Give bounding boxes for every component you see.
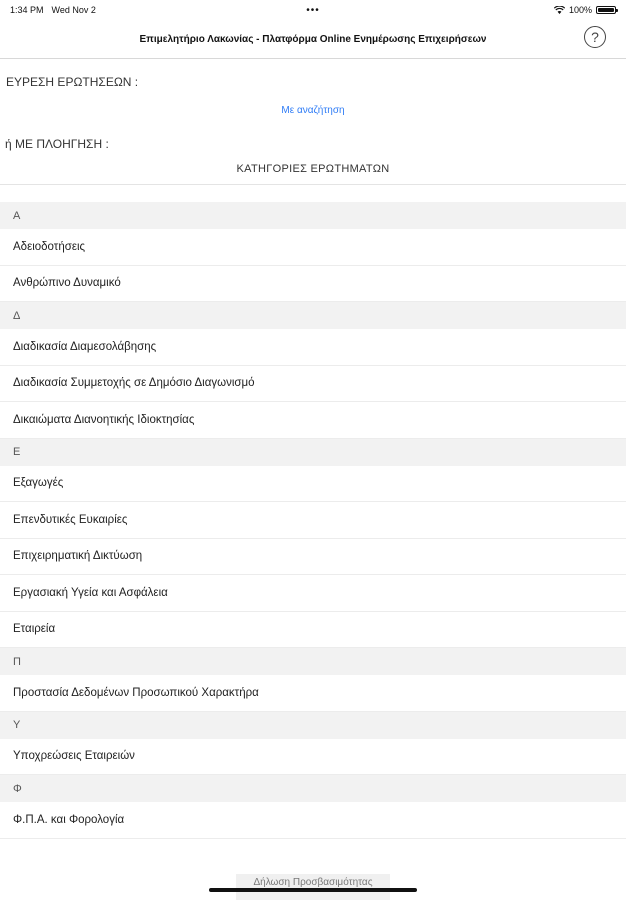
page-title: Επιμελητήριο Λακωνίας - Πλατφόρμα Online Ενημέρωσης Επιχειρήσεων [139, 33, 487, 45]
help-button[interactable] [584, 26, 606, 48]
section-header-f: Φ [0, 775, 626, 802]
section-header-y: Υ [0, 712, 626, 739]
category-item[interactable]: Υποχρεώσεις Εταιρειών [0, 739, 626, 776]
category-item[interactable]: Διαδικασία Διαμεσολάβησης [0, 329, 626, 366]
search-heading: ΕΥΡΕΣΗ ΕΡΩΤΗΣΕΩΝ : [6, 75, 139, 89]
section-header-d: Δ [0, 302, 626, 329]
status-left [10, 5, 96, 15]
home-indicator[interactable] [209, 888, 417, 892]
wifi-icon [554, 6, 565, 14]
category-item[interactable]: Ανθρώπινο Δυναμικό [0, 266, 626, 303]
section-header-e: Ε [0, 439, 626, 466]
category-item[interactable]: Επιχειρηματική Δικτύωση [0, 539, 626, 576]
category-item[interactable]: Εταιρεία [0, 612, 626, 649]
section-header-a: Α [0, 202, 626, 229]
status-date: Wed Nov 2 [51, 5, 96, 15]
status-time: 1:34 PM [10, 5, 44, 15]
category-item[interactable]: Εξαγωγές [0, 466, 626, 503]
section-header-p: Π [0, 648, 626, 675]
battery-icon [596, 6, 616, 14]
category-item[interactable]: Διαδικασία Συμμετοχής σε Δημόσιο Διαγωνισμό [0, 366, 626, 403]
browse-heading: ή ΜΕ ΠΛΟΗΓΗΣΗ : [5, 137, 109, 151]
bottom-bar [0, 872, 626, 900]
battery-percent: 100% [568, 5, 592, 15]
help-circle-icon: ? [591, 29, 599, 45]
search-link[interactable]: Με αναζήτηση [281, 105, 345, 116]
accessibility-statement-button[interactable]: Δήλωση Προσβασιμότητας [236, 874, 390, 900]
category-list [0, 202, 626, 839]
category-item[interactable]: Αδειοδοτήσεις [0, 229, 626, 266]
category-item[interactable]: Δικαιώματα Διανοητικής Ιδιοκτησίας [0, 402, 626, 439]
multitasking-dots[interactable]: ••• [306, 4, 320, 16]
category-item[interactable]: Προστασία Δεδομένων Προσωπικού Χαρακτήρα [0, 675, 626, 712]
status-right [554, 5, 616, 15]
category-item[interactable]: Φ.Π.Α. και Φορολογία [0, 802, 626, 839]
category-item[interactable]: Επενδυτικές Ευκαιρίες [0, 502, 626, 539]
category-item[interactable]: Εργασιακή Υγεία και Ασφάλεια [0, 575, 626, 612]
status-bar [0, 0, 626, 20]
nav-bar [0, 20, 626, 59]
categories-title: ΚΑΤΗΓΟΡΙΕΣ ΕΡΩΤΗΜΑΤΩΝ [236, 163, 390, 175]
divider [0, 184, 626, 185]
